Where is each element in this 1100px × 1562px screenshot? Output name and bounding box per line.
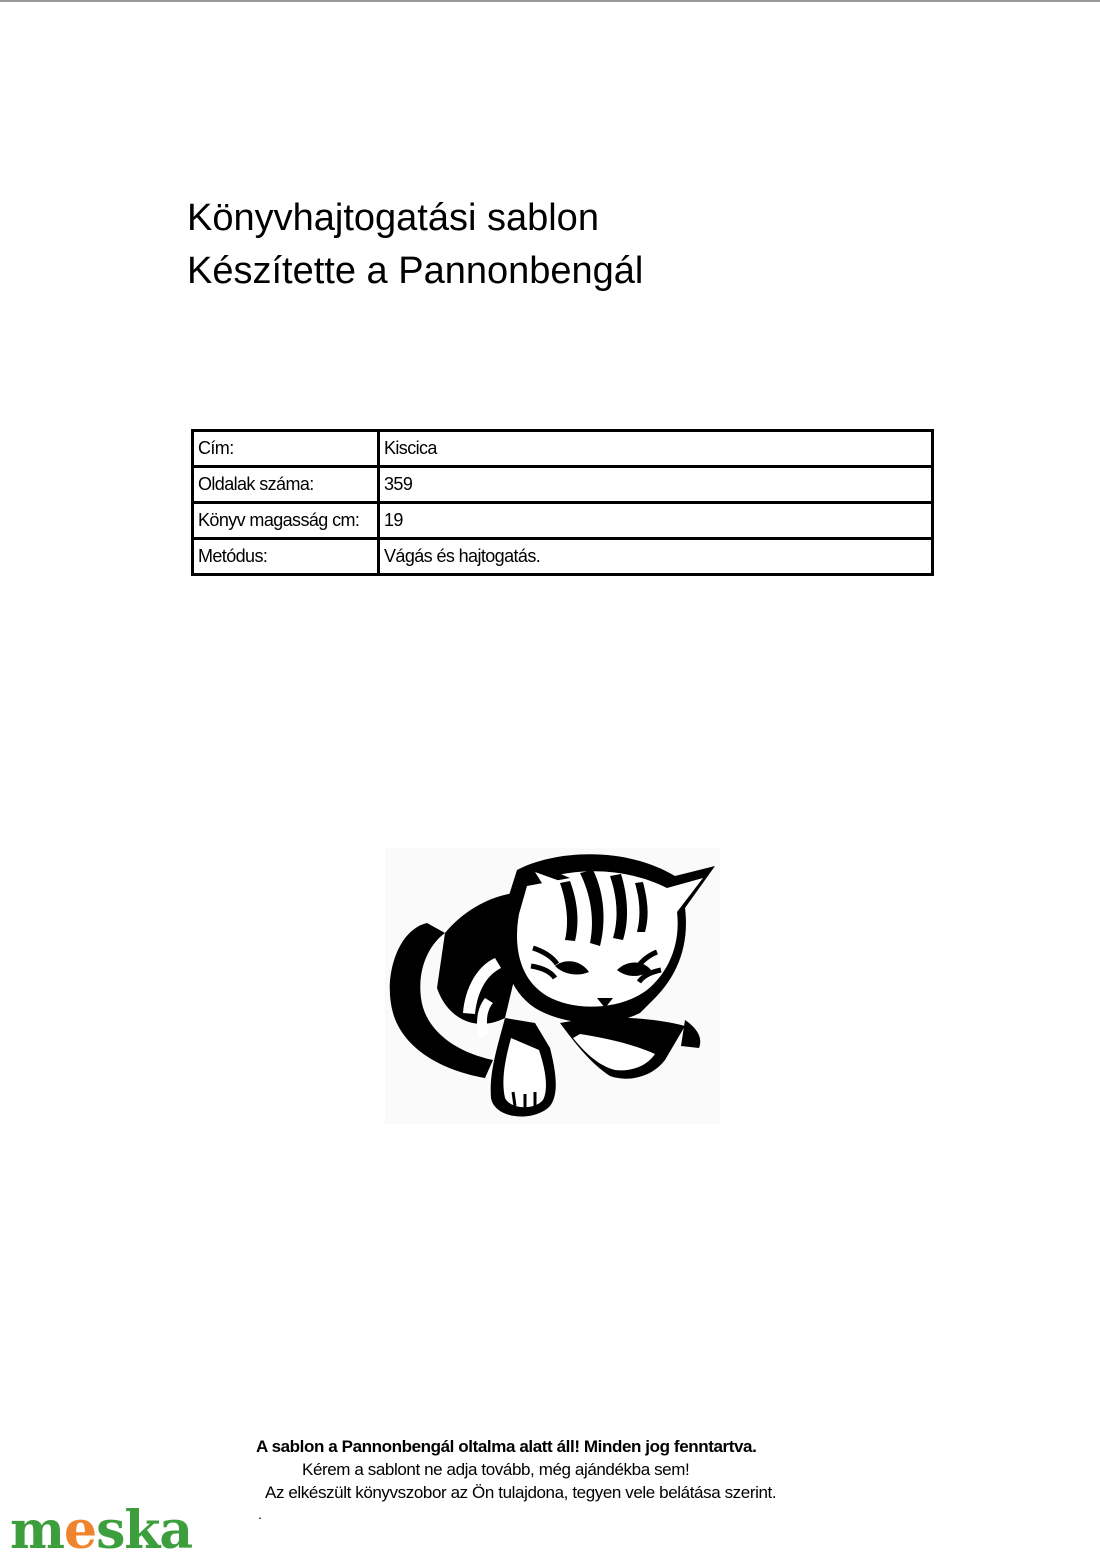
kitten-silhouette-icon [385, 848, 720, 1124]
row-label: Oldalak száma: [193, 467, 379, 503]
kitten-illustration [385, 848, 720, 1124]
table-row [193, 503, 933, 539]
footer-request: Kérem a sablont ne adja tovább, még ajándékba sem! [302, 1460, 690, 1479]
footer-mark: . [258, 1506, 262, 1522]
row-value: 359 [379, 467, 933, 503]
row-value: Kiscica [379, 431, 933, 467]
logo-part: e [64, 1500, 97, 1561]
table-row [193, 431, 933, 467]
top-border [0, 0, 1100, 2]
footer-copyright: A sablon a Pannonbengál oltalma alatt áll! Minden jog fenntartva. [256, 1437, 757, 1456]
table-row [193, 467, 933, 503]
logo-part: ska [96, 1500, 193, 1561]
title-line-1: Könyvhajtogatási sablon [187, 197, 599, 239]
row-value: 19 [379, 503, 933, 539]
row-value: Vágás és hajtogatás. [379, 539, 933, 575]
title-line-2: Készítette a Pannonbengál [187, 250, 644, 292]
table-row [193, 539, 933, 575]
row-label: Cím: [193, 431, 379, 467]
row-label: Könyv magasság cm: [193, 503, 379, 539]
logo-part: m [10, 1500, 65, 1561]
details-table [191, 429, 934, 576]
meska-logo[interactable] [10, 1500, 192, 1561]
row-label: Metódus: [193, 539, 379, 575]
page-title [187, 192, 643, 298]
footer-ownership: Az elkészült könyvszobor az Ön tulajdona, tegyen vele belátása szerint. [265, 1483, 777, 1502]
